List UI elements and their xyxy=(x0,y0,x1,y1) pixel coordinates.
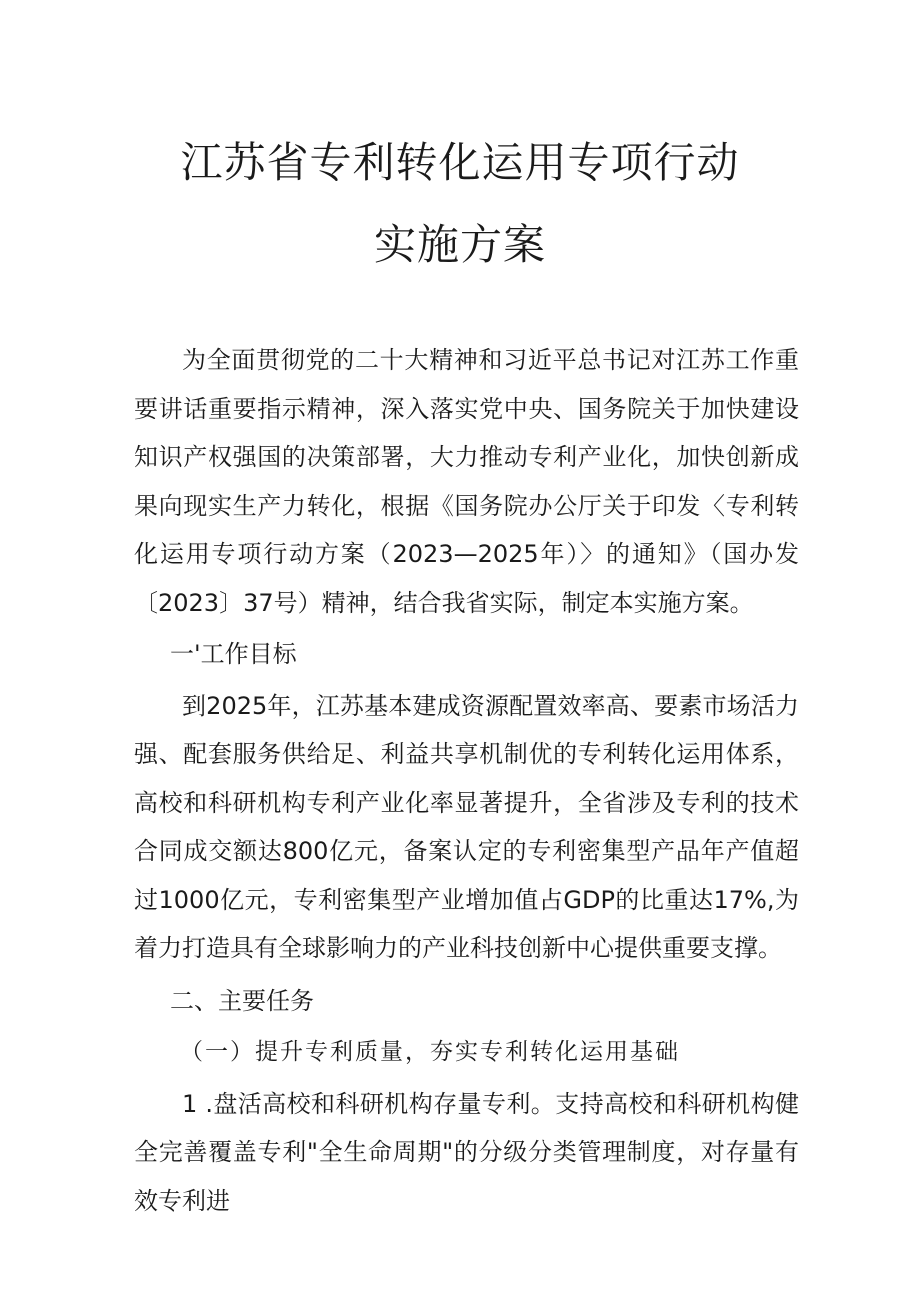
document-body xyxy=(134,336,799,1225)
item-1-paragraph: 1 .盘活高校和科研机构存量专利。支持高校和科研机构健全完善覆盖专利"全生命周期"的分级分类管理制度，对存量有效专利进 xyxy=(134,1089,799,1215)
subsection-1-heading: （一）提升专利质量，夯实专利转化运用基础 xyxy=(180,1039,680,1065)
section-1-heading: 一'工作目标 xyxy=(170,640,297,668)
intro-paragraph: 为全面贯彻党的二十大精神和习近平总书记对江苏工作重要讲话重要指示精神，深入落实党中央、国务院关于加快建设知识产权强国的决策部署，大力推动专利产业化，加快创新成果向现实生产力转化，根据《国务院办公厅关于印发〈专利转化运用专项行动方案（2023—2025年）〉的通知》（国办发〔2023〕37号）精神，结合我省实际，制定本实施方案。 xyxy=(134,346,799,617)
section-2-heading: 二、主要任务 xyxy=(170,986,314,1015)
document-title-line-1: 江苏省专利转化运用专项行动 xyxy=(180,138,740,187)
document-title-line-2: 实施方案 xyxy=(373,220,546,269)
section-1-paragraph: 到2025年，江苏基本建成资源配置效率高、要素市场活力强、配套服务供给足、利益共享机制优的专利转化运用体系，高校和科研机构专利产业化率显著提升，全省涉及专利的技术合同成交额达800亿元，备案认定的专利密集型产品年产值超过1000亿元，专利密集型产业增加值占GDP的比重达17%,为着力打造具有全球影响力的产业科技创新中心提供重要支撑。 xyxy=(134,691,799,962)
